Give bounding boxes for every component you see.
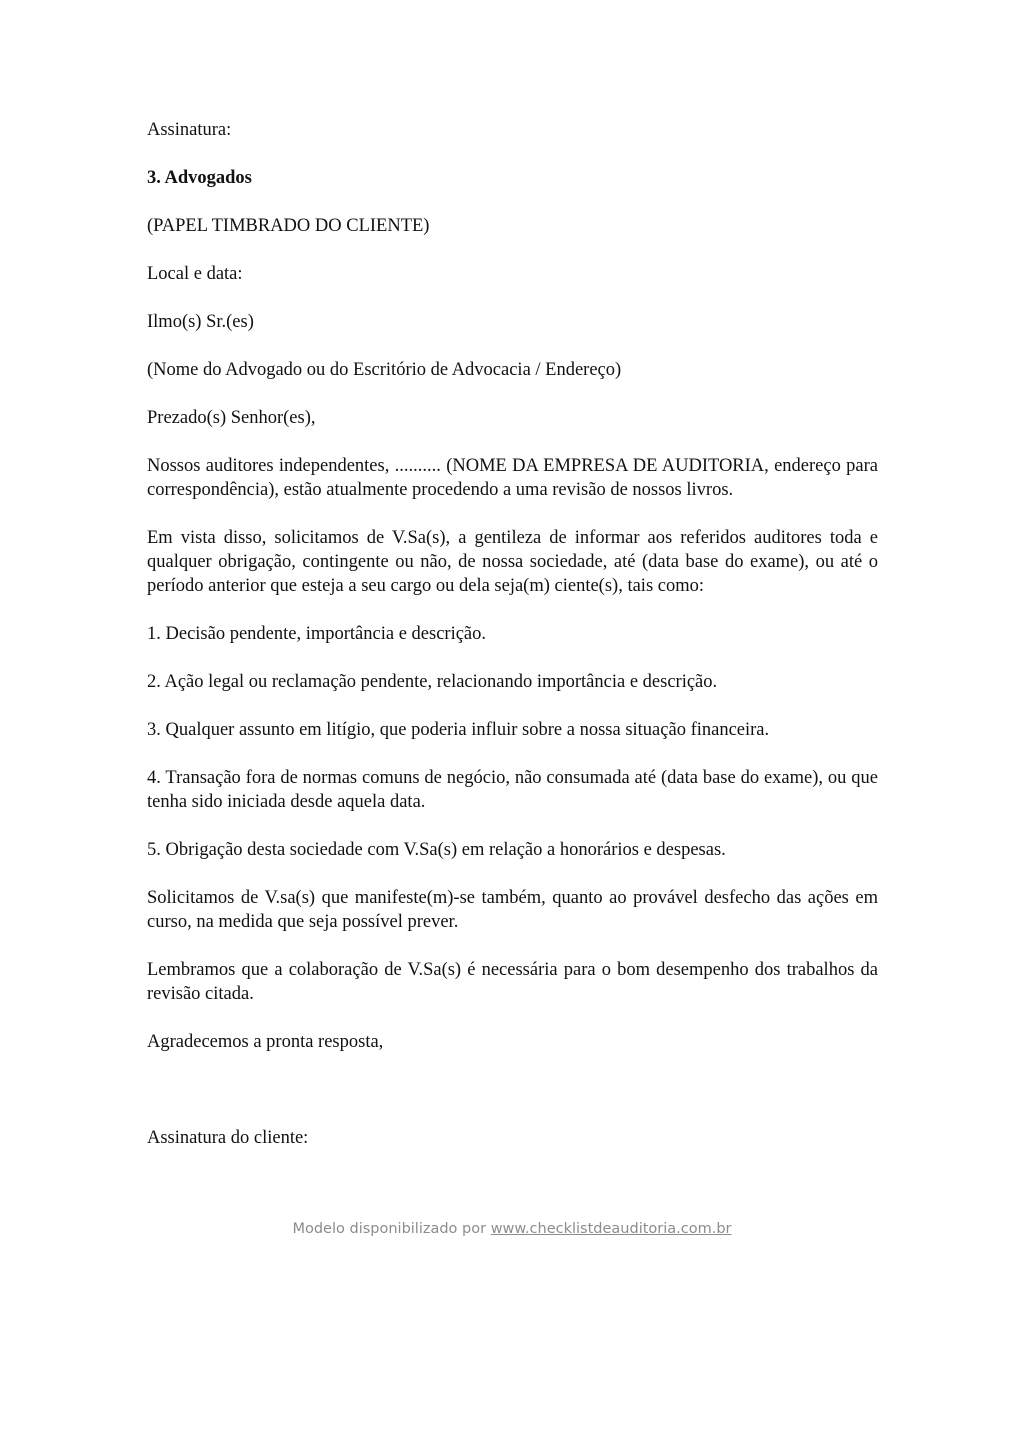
signature-label: Assinatura:: [147, 120, 232, 140]
closing-line: Agradecemos a pronta resposta,: [147, 1032, 384, 1052]
list-item-3: 3. Qualquer assunto em litígio, que poderia influir sobre a nossa situação financeira.: [147, 720, 770, 740]
list-item-2: 2. Ação legal ou reclamação pendente, relacionando importância e descrição.: [147, 672, 718, 692]
list-item-5: 5. Obrigação desta sociedade com V.Sa(s) em relação a honorários e despesas.: [147, 840, 726, 860]
paragraph-reminder: Lembramos que a colaboração de V.Sa(s) é necessária para o bom desempenho dos trabalhos da revisão citada.: [147, 960, 878, 1004]
page-footer: [0, 1221, 1024, 1237]
client-signature-label: Assinatura do cliente:: [147, 1128, 309, 1148]
salutation-to: Ilmo(s) Sr.(es): [147, 312, 254, 332]
footer-link[interactable]: www.checklistdeauditoria.com.br: [490, 1221, 732, 1237]
paragraph-request: Em vista disso, solicitamos de V.Sa(s), a gentileza de informar aos referidos auditores toda e qualquer obrigação, contingente ou não, de nossa sociedade, até (data base do exame), ou até o período anterior que esteja a seu cargo ou dela seja(m) ciente(s), tais como:: [147, 528, 878, 596]
greeting: Prezado(s) Senhor(es),: [147, 408, 316, 428]
footer-text: Modelo disponibilizado por: [292, 1221, 487, 1237]
list-item-4: 4. Transação fora de normas comuns de negócio, não consumada até (data base do exame), ou que tenha sido iniciada desde aquela data.: [147, 768, 878, 812]
addressee-line: (Nome do Advogado ou do Escritório de Advocacia / Endereço): [147, 360, 622, 380]
place-date-line: Local e data:: [147, 264, 243, 284]
paragraph-auditors: Nossos auditores independentes, .......... (NOME DA EMPRESA DE AUDITORIA, endereço para correspondência), estão atualmente procedendo a uma revisão de nossos livros.: [147, 456, 878, 500]
list-item-1: 1. Decisão pendente, importância e descrição.: [147, 624, 487, 644]
letterhead-placeholder: (PAPEL TIMBRADO DO CLIENTE): [147, 216, 430, 236]
paragraph-outcome: Solicitamos de V.sa(s) que manifeste(m)-se também, quanto ao provável desfecho das ações em curso, na medida que seja possível prever.: [147, 888, 878, 932]
document-body: [147, 118, 878, 1174]
section-title: 3. Advogados: [147, 168, 252, 188]
